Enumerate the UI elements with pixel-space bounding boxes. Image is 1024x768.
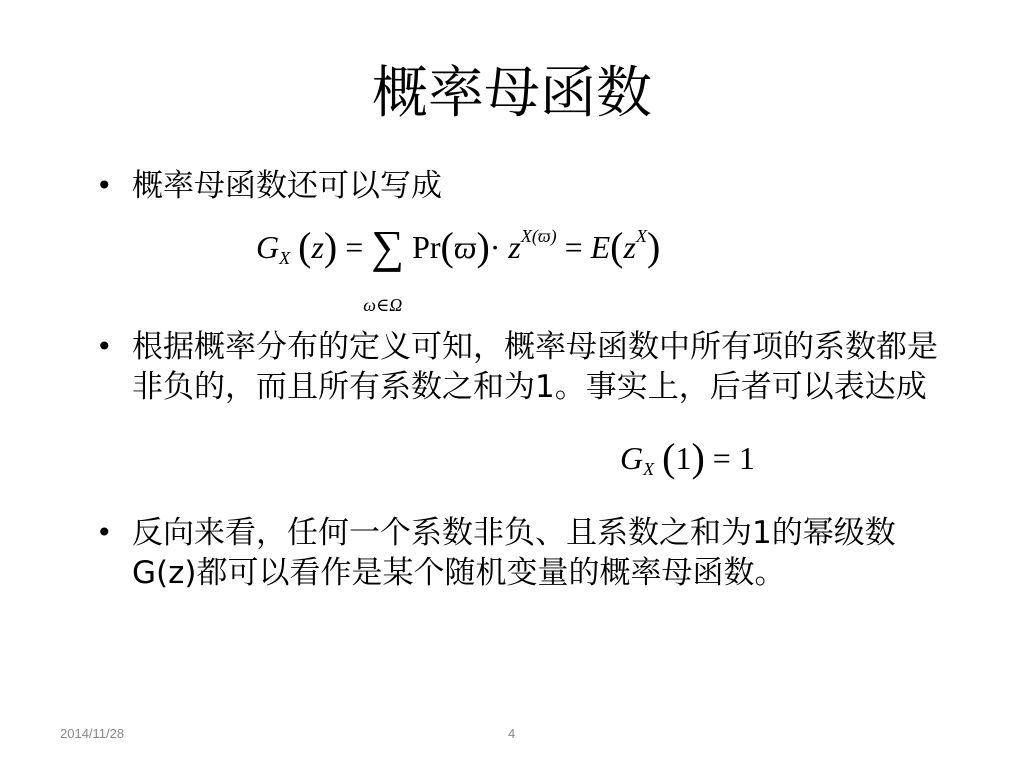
sum-index: ω∈Ω <box>363 295 403 315</box>
formula-function: Pr <box>412 229 441 265</box>
formula-symbol: z <box>508 229 521 265</box>
bullet-marker: • <box>96 330 113 363</box>
bullet-text: 根据概率分布的定义可知，概率母函数中所有项的系数都是非负的，而且所有系数之和为1。事实上，后者可以表达成 <box>132 329 938 405</box>
formula-symbol: ϖ <box>453 229 477 265</box>
formula-subscript: X <box>279 248 291 268</box>
formula-number: 1 <box>738 440 755 476</box>
formula-symbol: z <box>623 229 636 265</box>
bullet-text: 反向来看，任何一个系数非负、且系数之和为1的幂级数G(z)都可以看作是某个随机变量的概率母函数。 <box>132 515 896 591</box>
formula-number: 1 <box>675 440 692 476</box>
slide-number: 4 <box>508 726 516 741</box>
sum-symbol: ∑ ω∈Ω <box>371 227 404 267</box>
formula-symbol: E <box>590 229 611 265</box>
bullet-2 <box>96 327 956 407</box>
bullet-3 <box>96 513 956 593</box>
formula-subscript: X <box>643 459 655 479</box>
formula-symbol: z <box>311 229 324 265</box>
bullet-marker: • <box>96 169 113 202</box>
bullet-text: 概率母函数还可以写成 <box>132 168 442 204</box>
footer-date: 2014/11/28 <box>60 726 125 741</box>
slide-title: 概率母函数 <box>372 61 652 126</box>
formula-symbol: G <box>620 440 644 476</box>
formula-operator: = <box>345 229 364 265</box>
formula-superscript: X <box>635 226 647 246</box>
formula-operator: = <box>564 229 583 265</box>
formula-pgf-at-one: $G_X$ (1) = 1 <box>620 435 755 480</box>
formula-symbol: G <box>256 229 280 265</box>
formula-pgf-expectation: $G_X$ (z) = ∑ ω∈Ω $Pr(ϖ)\cdot z^{X(ϖ)} = E(z^X)$ <box>256 216 660 278</box>
bullet-1 <box>96 166 956 206</box>
formula-operator: · <box>489 229 501 265</box>
bullet-marker: • <box>96 516 113 549</box>
formula-superscript: X(ϖ) <box>520 226 557 246</box>
formula-operator: = <box>712 440 731 476</box>
